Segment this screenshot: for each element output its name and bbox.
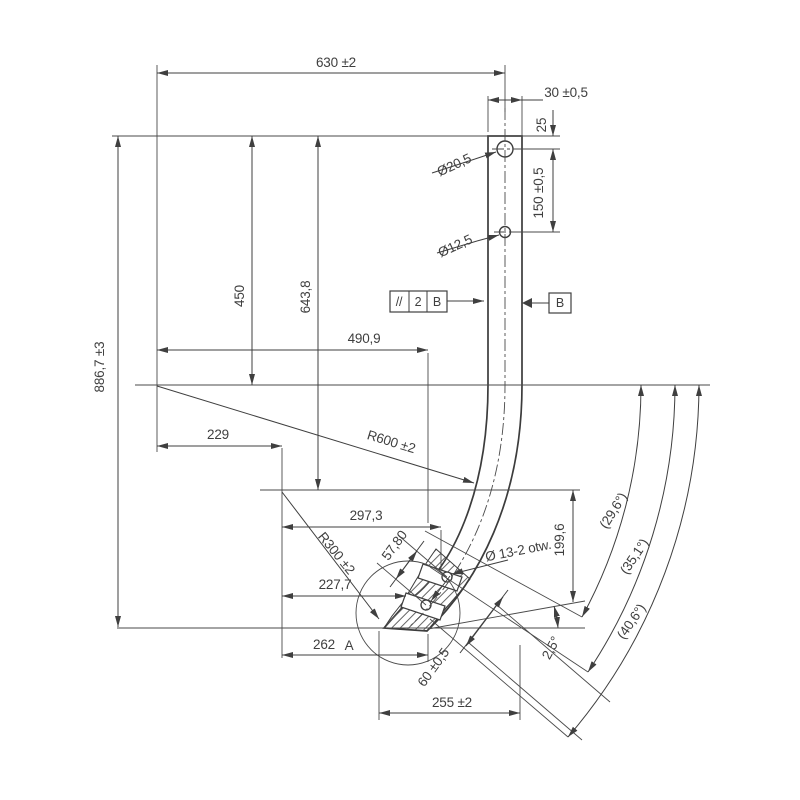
dim-r600-leader <box>157 386 474 483</box>
detail-a-label: A <box>344 638 354 653</box>
dim-262-label: 262 <box>313 637 335 652</box>
dim-2277-label: 227,7 <box>318 577 352 592</box>
dim-5780-line <box>396 551 417 579</box>
dimension-lines <box>118 73 699 737</box>
datum-triangle <box>522 298 532 308</box>
dim-r300-label: R300 ±2 <box>315 529 358 578</box>
dim-150-label: 150 ±0,5 <box>531 167 546 219</box>
dim-30-label: 30 ±0,5 <box>544 85 588 100</box>
dia-205-label: Ø20,5 <box>434 150 474 180</box>
dim-4909-label: 490,9 <box>347 331 381 346</box>
dim-630-label: 630 ±2 <box>316 55 356 70</box>
angle-406-label: (40,6°) <box>613 601 649 642</box>
labels <box>92 55 651 710</box>
dim-6438-label: 643,8 <box>298 280 313 314</box>
angle-leg-406 <box>430 619 568 737</box>
dia-125-label: Ø12,5 <box>435 231 475 261</box>
dim-5780-label: 57,80 <box>378 527 411 564</box>
dim-60-label: 60 ±0,5 <box>414 645 453 690</box>
fcf-datum: B <box>432 295 442 309</box>
angle-arc-25 <box>554 606 558 628</box>
angle-25-label: 2,5° <box>538 634 564 662</box>
angle-296-label: (29,6°) <box>596 489 630 532</box>
fcf-symbol: // <box>395 295 403 309</box>
dim-2973-label: 297,3 <box>349 508 383 523</box>
dim-229-label: 229 <box>207 427 229 442</box>
angle-leg-351 <box>430 567 588 672</box>
dim-8867-label: 886,7 ±3 <box>92 341 107 393</box>
fcf-value: 2 <box>414 295 422 309</box>
dim-255-label: 255 ±2 <box>432 695 472 710</box>
angle-351-label: (35,1°) <box>617 536 652 577</box>
dim-25-label: 25 <box>534 117 549 133</box>
dim-1996-label: 199,6 <box>552 523 567 557</box>
dia-13-label: Ø 13-2 otw. <box>483 536 553 565</box>
datum-b-label: B <box>555 296 565 310</box>
ext-60-b <box>469 643 582 740</box>
dim-450-label: 450 <box>232 285 247 307</box>
dim-r600-label: R600 ±2 <box>365 427 418 457</box>
